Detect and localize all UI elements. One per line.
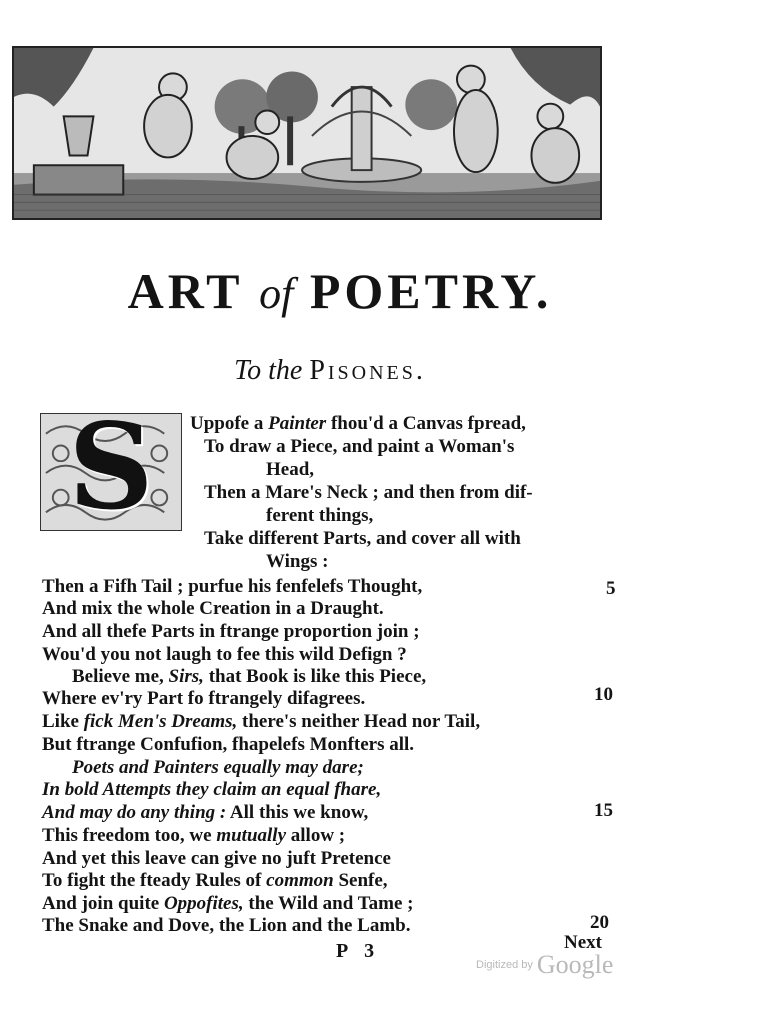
poem-line-rest: that Book is like this Piece, (203, 666, 427, 687)
line-number: 20 (590, 912, 609, 933)
poem-line-italic: common (266, 870, 334, 891)
title-of: of (259, 269, 294, 318)
poem-line-italic: And may do any thing : (42, 802, 227, 823)
watermark-brand: Google (536, 950, 614, 979)
poem-line (42, 711, 480, 733)
poem-line-italic: In bold Attempts they claim an equal fhare, (42, 779, 382, 800)
poem-line-italic: Sirs, (168, 666, 204, 687)
poem-line-text: And mix the whole Creation in a Draught. (42, 598, 384, 619)
poem-line-text: Where ev'ry Part fo ftrangely difagrees. (42, 688, 366, 709)
poem-line-text: And join quite (42, 893, 164, 914)
signature-mark: P 3 (336, 940, 381, 962)
poem-line (42, 644, 407, 666)
watermark-prefix: Digitized by (476, 959, 533, 971)
engraved-headpiece-image (12, 46, 602, 220)
poem-line (42, 576, 422, 598)
poem-line (42, 621, 420, 643)
poem-line-text: Uppofe a (190, 413, 269, 434)
poem-line-italic: Oppofites, (163, 893, 244, 914)
poem-line-text: And yet this leave can give no juft Pretence (42, 848, 391, 869)
digitized-watermark (476, 950, 613, 980)
poem-line-text: Believe me, (72, 666, 169, 687)
dedication-heading (0, 355, 660, 387)
poem-line-rest: the Wild and Tame ; (243, 893, 414, 914)
poem-line-text: ferent things, (266, 505, 374, 526)
initial-letter: S (68, 413, 154, 531)
poem-line (42, 915, 410, 937)
poem-line (42, 688, 365, 710)
catchword: Next (564, 932, 602, 953)
poem-line-text: To fight the fteady Rules of (42, 870, 267, 891)
title-part-1: ART (127, 263, 260, 319)
poem-line-italic: mutually (216, 825, 287, 846)
poem-line-text: Wou'd you not laugh to fee this wild Defign ? (42, 644, 407, 665)
poem-line (42, 802, 368, 824)
poem-line-text: This freedom too, we (42, 825, 217, 846)
poem-line-rest: All this we know, (226, 802, 369, 823)
poem-line (204, 436, 514, 458)
poem-line (204, 528, 521, 550)
poem-line (42, 734, 414, 756)
headpiece-illustration (14, 48, 600, 218)
decorated-initial (40, 413, 182, 531)
poem-line (42, 870, 388, 892)
poem-line-text: Then a Mare's Neck ; and then from dif- (204, 482, 533, 503)
poem-line-rest: Senfe, (333, 870, 388, 891)
title-part-2: POETRY. (293, 263, 553, 319)
poem-line-italic: fick Men's Dreams, (83, 711, 238, 732)
poem-line (42, 779, 381, 801)
poem-line-text: Take different Parts, and cover all with (204, 528, 521, 549)
poem-line (266, 459, 314, 481)
poem-line-text: Head, (266, 459, 315, 480)
poem-line (42, 893, 413, 915)
poem-line-rest: fhou'd a Canvas fpread, (326, 413, 526, 434)
poem-line (266, 505, 373, 527)
poem-line (190, 413, 526, 435)
poem-line (42, 848, 391, 870)
poem-line-italic: Painter (268, 413, 327, 434)
poem-line-rest: allow ; (286, 825, 346, 846)
poem-line (204, 482, 533, 504)
poem-line-italic: Poets and Painters equally may dare; (72, 757, 364, 778)
poem-line-text: Wings : (266, 551, 329, 572)
dedication-to: To the (234, 355, 310, 386)
dedication-name: Pisones. (309, 355, 426, 386)
poem-line-text: Then a Fifh Tail ; purfue his fenfelefs Thought, (42, 576, 423, 597)
poem-line (42, 598, 384, 620)
line-number: 5 (606, 578, 616, 599)
poem-line (72, 757, 364, 779)
poem-line-text: Like (42, 711, 84, 732)
poem-line-text: And all thefe Parts in ftrange proportion join ; (42, 621, 420, 642)
page-title (0, 262, 680, 320)
poem-line-text: To draw a Piece, and paint a Woman's (204, 436, 515, 457)
line-number: 15 (594, 800, 613, 821)
line-number: 10 (594, 684, 613, 705)
poem-line (42, 825, 345, 847)
poem-line (72, 666, 426, 688)
poem-line-text: The Snake and Dove, the Lion and the Lamb. (42, 915, 411, 936)
poem-line-rest: there's neither Head nor Tail, (237, 711, 481, 732)
poem-line-text: But ftrange Confufion, fhapelefs Monfters all. (42, 734, 415, 755)
poem-line (266, 551, 328, 573)
